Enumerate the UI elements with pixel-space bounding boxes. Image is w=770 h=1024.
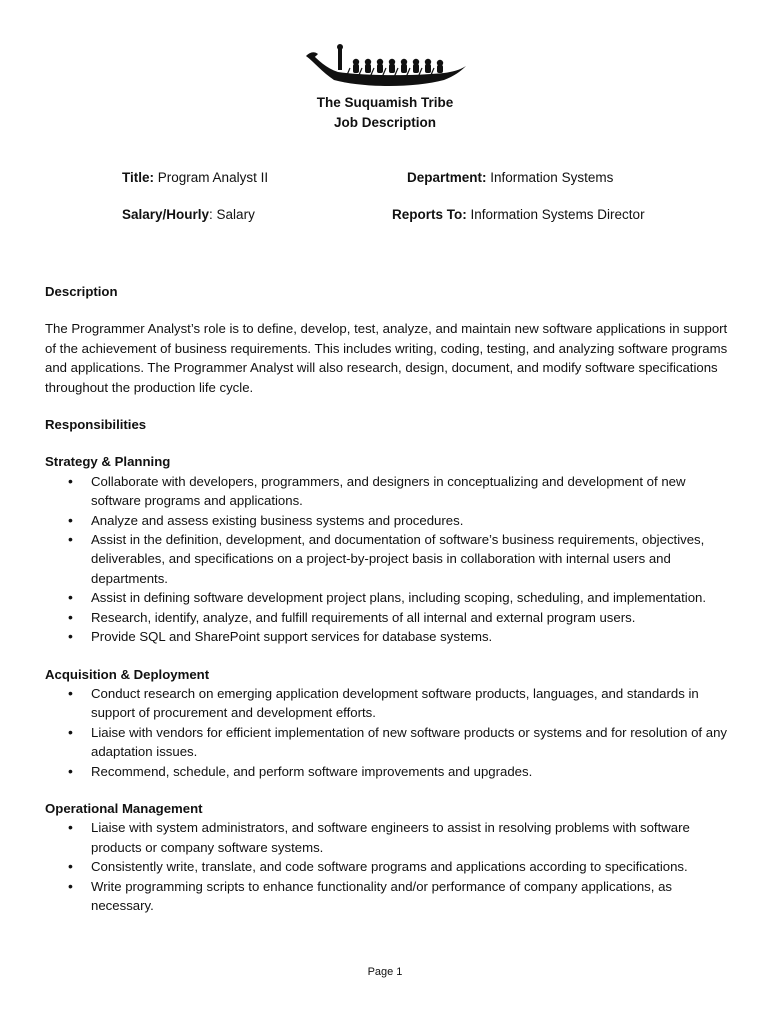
section-heading-acquisition: Acquisition & Deployment <box>45 666 210 682</box>
list-item: • Assist in defining software development project plans, including scoping, scheduling, and implementation. <box>45 588 735 607</box>
section-heading-operational: Operational Management <box>45 800 203 816</box>
list-item: • Provide SQL and SharePoint support services for database systems. <box>45 627 735 646</box>
responsibilities-heading: Responsibilities <box>45 417 147 433</box>
reports-to-value: Information Systems Director <box>470 207 645 222</box>
list-item: • Research, identify, analyze, and fulfill requirements of all internal and external program users. <box>45 608 735 627</box>
salary-value: : Salary <box>209 207 255 222</box>
page-number: Page 1 <box>367 966 403 978</box>
list-item: • Liaise with vendors for efficient implementation of new software products or systems and for resolution of any adaptation issues. <box>45 723 735 762</box>
title-label: Title: <box>122 170 155 185</box>
description-heading: Description <box>45 284 118 299</box>
description-text: The Programmer Analyst’s role is to define, develop, test, analyze, and maintain new software applications in support of the achievement of business requirements. This includes writing, coding, testing, and analyzing software programs and applications. The Programmer Analyst will also research, design, document, and modify software specifications throughout the production life cycle. <box>45 321 728 395</box>
title-value: Program Analyst II <box>157 170 269 185</box>
salary-field <box>122 207 255 222</box>
list-item: • Conduct research on emerging application development software products, languages, and standards in support of procurement and development efforts. <box>45 684 735 723</box>
strategy-list <box>45 472 735 647</box>
canoe-logo-icon <box>304 42 468 94</box>
document-body <box>45 282 735 933</box>
list-item: • Liaise with system administrators, and software engineers to assist in resolving problems with software products or company software systems. <box>45 818 735 857</box>
department-value: Information Systems <box>490 170 614 185</box>
list-item: • Collaborate with developers, programmers, and designers in conceptualizing and development of new software programs and applications. <box>45 472 735 511</box>
section-heading-strategy: Strategy & Planning <box>45 454 171 470</box>
title-field <box>122 170 268 185</box>
reports-to-label: Reports To: <box>392 207 467 222</box>
department-field <box>407 170 613 185</box>
list-item: • Write programming scripts to enhance functionality and/or performance of company applications, as necessary. <box>45 877 735 916</box>
list-item: • Consistently write, translate, and code software programs and applications according to specifications. <box>45 857 735 876</box>
operational-list <box>45 818 735 915</box>
list-item: • Recommend, schedule, and perform software improvements and upgrades. <box>45 762 735 781</box>
organization-title: The Suquamish Tribe <box>316 95 454 110</box>
document-type-title: Job Description <box>333 115 436 130</box>
department-label: Department: <box>407 170 487 185</box>
list-item: • Assist in the definition, development, and documentation of software’s business requirements, objectives, deliverables, and specifications on a project-by-project basis in collaboration with internal users and departments. <box>45 530 735 588</box>
acquisition-list <box>45 684 735 781</box>
salary-label: Salary/Hourly <box>122 207 210 222</box>
list-item: • Analyze and assess existing business systems and procedures. <box>45 511 735 530</box>
reports-to-field <box>392 207 645 222</box>
